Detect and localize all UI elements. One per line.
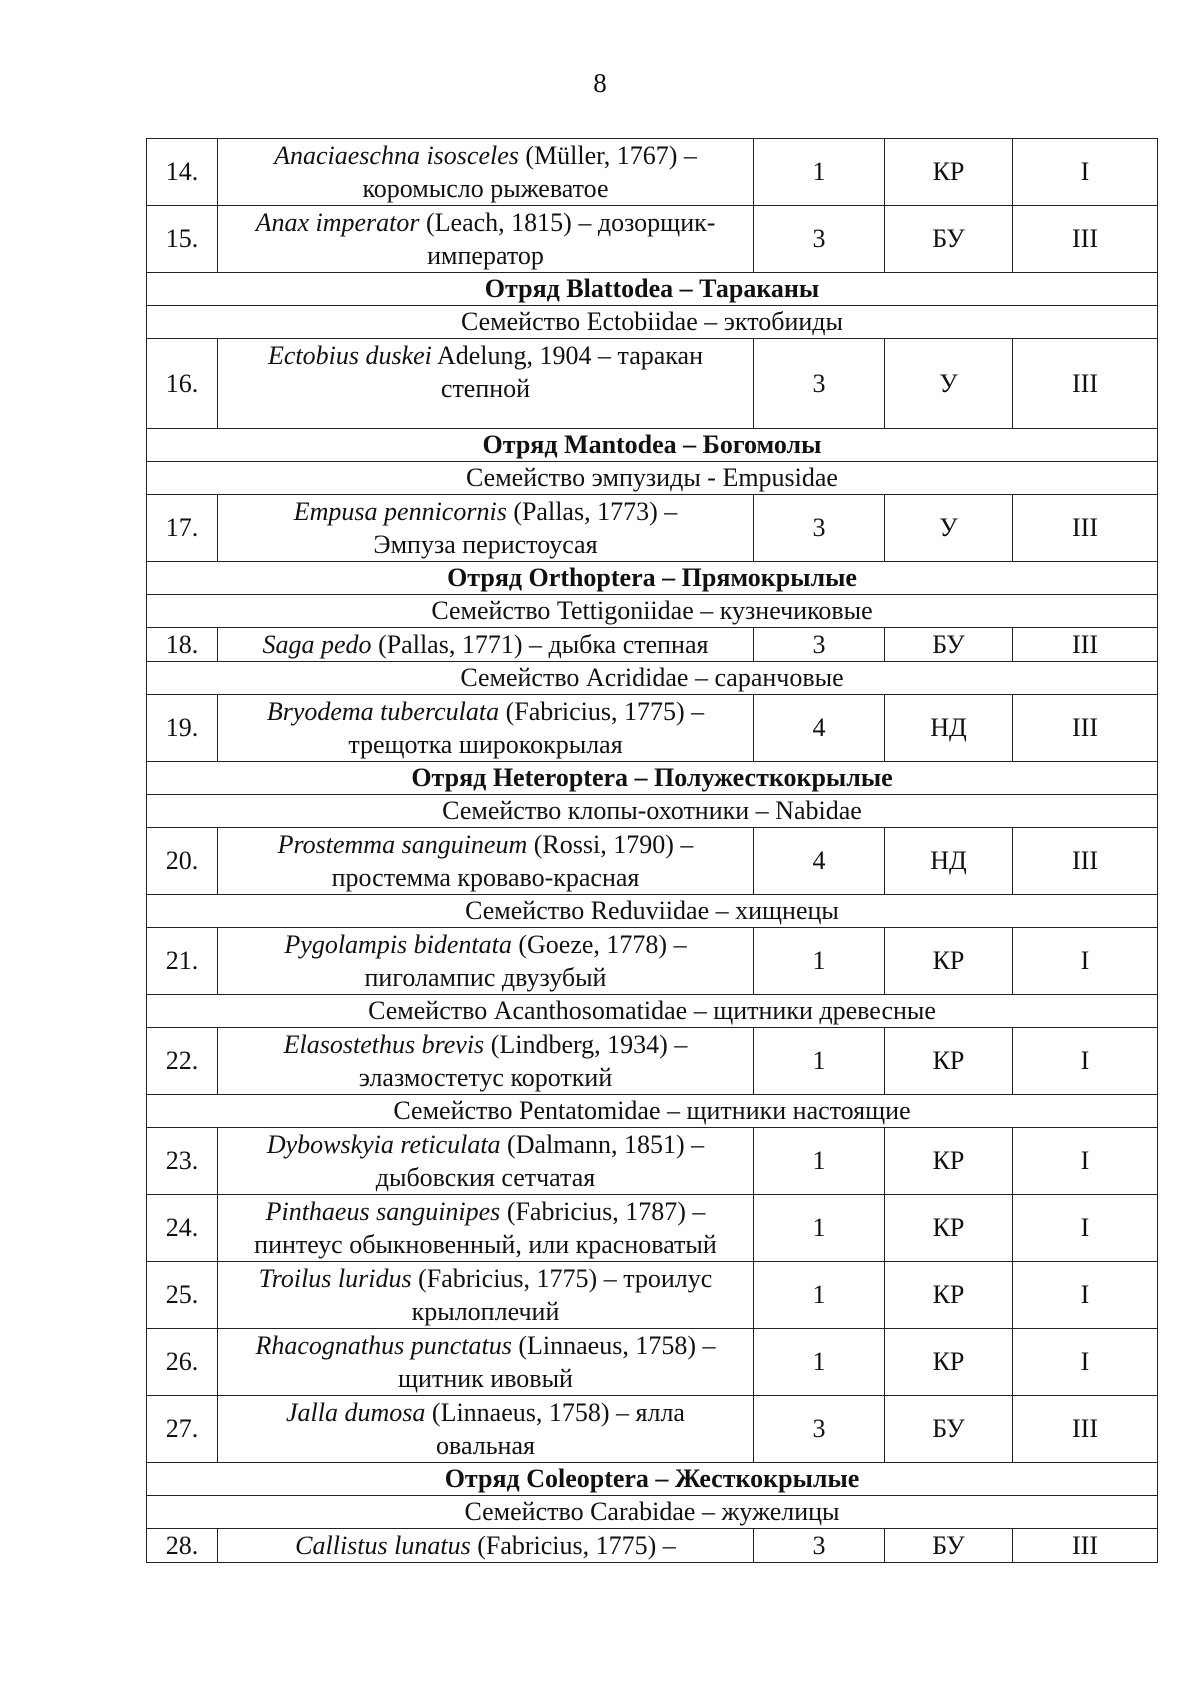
latin-name: Anax imperator: [255, 208, 420, 237]
order-title: Отряд Orthoptera – Прямокрылые: [147, 562, 1158, 595]
family-header-row: [147, 306, 1158, 339]
species-name-cell: [218, 1529, 754, 1563]
rarity-category: 3: [754, 206, 885, 273]
table-row: [147, 1262, 1158, 1329]
row-number: 15.: [147, 206, 218, 273]
row-number: 19.: [147, 695, 218, 762]
table-row: [147, 1028, 1158, 1095]
common-name: крылоплечий: [411, 1297, 560, 1326]
priority-level: III: [1013, 339, 1158, 429]
latin-name: Dybowskyia reticulata: [266, 1130, 501, 1159]
order-title: Отряд Heteroptera – Полужесткокрылые: [147, 762, 1158, 795]
table-row: [147, 1396, 1158, 1463]
order-header-row: [147, 1463, 1158, 1496]
status-code: КР: [885, 1128, 1013, 1195]
family-title: Семейство Reduviidae – хищнецы: [147, 895, 1158, 928]
row-number: 27.: [147, 1396, 218, 1463]
common-name: щитник ивовый: [398, 1364, 573, 1393]
species-name-cell: [218, 495, 754, 562]
species-name-cell: [218, 695, 754, 762]
priority-level: I: [1013, 928, 1158, 995]
family-header-row: [147, 895, 1158, 928]
latin-name: Pygolampis bidentata: [284, 930, 512, 959]
rarity-category: 1: [754, 1329, 885, 1396]
priority-level: I: [1013, 1195, 1158, 1262]
rarity-category: 3: [754, 339, 885, 429]
rarity-category: 1: [754, 1262, 885, 1329]
species-table-body: [147, 139, 1158, 1563]
species-name-cell: [218, 928, 754, 995]
family-title: Семейство Tettigoniidae – кузнечиковые: [147, 595, 1158, 628]
common-name: элазмостетус короткий: [358, 1063, 613, 1092]
status-code: У: [885, 339, 1013, 429]
row-number: 17.: [147, 495, 218, 562]
author-year: Adelung, 1904 – таракан: [431, 341, 703, 370]
priority-level: III: [1013, 1396, 1158, 1463]
row-number: 14.: [147, 139, 218, 206]
author-year: (Pallas, 1773) –: [506, 497, 678, 526]
order-header-row: [147, 562, 1158, 595]
table-row: [147, 1329, 1158, 1396]
status-code: КР: [885, 139, 1013, 206]
order-title: Отряд Blattodea – Тараканы: [147, 273, 1158, 306]
family-header-row: [147, 662, 1158, 695]
status-code: У: [885, 495, 1013, 562]
family-title: Семейство эмпузиды - Empusidae: [147, 462, 1158, 495]
common-name: степной: [440, 374, 531, 403]
priority-level: III: [1013, 828, 1158, 895]
priority-level: I: [1013, 1329, 1158, 1396]
rarity-category: 3: [754, 1396, 885, 1463]
latin-name: Elasostethus brevis: [283, 1030, 485, 1059]
species-name-cell: [218, 1028, 754, 1095]
rarity-category: 3: [754, 495, 885, 562]
family-title: Семейство Carabidae – жужелицы: [147, 1496, 1158, 1529]
common-name: пиголампис двузубый: [364, 963, 607, 992]
author-year: (Goeze, 1778) –: [511, 930, 687, 959]
row-number: 16.: [147, 339, 218, 429]
status-code: КР: [885, 1262, 1013, 1329]
priority-level: III: [1013, 206, 1158, 273]
row-number: 20.: [147, 828, 218, 895]
order-header-row: [147, 429, 1158, 462]
rarity-category: 1: [754, 139, 885, 206]
table-row: [147, 339, 1158, 429]
family-title: Семейство клопы-охотники – Nabidae: [147, 795, 1158, 828]
priority-level: III: [1013, 495, 1158, 562]
common-name: овальная: [436, 1431, 535, 1460]
common-name: пинтеус обыкновенный, или красноватый: [254, 1230, 717, 1259]
latin-name: Bryodema tuberculata: [266, 697, 500, 726]
table-row: [147, 495, 1158, 562]
rarity-category: 1: [754, 1128, 885, 1195]
species-name-cell: [218, 1262, 754, 1329]
rarity-category: 1: [754, 1028, 885, 1095]
species-name-cell: [218, 1329, 754, 1396]
status-code: КР: [885, 1028, 1013, 1095]
common-name: Эмпуза перистоусая: [373, 530, 598, 559]
author-year: (Fabricius, 1775) –: [470, 1531, 676, 1560]
row-number: 25.: [147, 1262, 218, 1329]
priority-level: III: [1013, 628, 1158, 662]
row-number: 22.: [147, 1028, 218, 1095]
author-year: (Lindberg, 1934) –: [484, 1030, 688, 1059]
author-year: (Fabricius, 1775) – троилус: [411, 1264, 713, 1293]
table-row: [147, 695, 1158, 762]
latin-name: Rhacognathus punctatus: [255, 1331, 512, 1360]
species-name-cell: [218, 206, 754, 273]
family-header-row: [147, 795, 1158, 828]
latin-name: Callistus lunatus: [295, 1531, 471, 1560]
row-number: 26.: [147, 1329, 218, 1396]
author-year: (Fabricius, 1787) –: [500, 1197, 706, 1226]
species-name-cell: [218, 1128, 754, 1195]
latin-name: Pinthaeus sanguinipes: [265, 1197, 501, 1226]
status-code: КР: [885, 928, 1013, 995]
latin-name: Prostemma sanguineum: [277, 830, 528, 859]
priority-level: III: [1013, 695, 1158, 762]
table-row: [147, 928, 1158, 995]
common-name: коромысло рыжеватое: [362, 174, 609, 203]
order-header-row: [147, 273, 1158, 306]
author-year: (Müller, 1767) –: [518, 141, 697, 170]
family-title: Семейство Acrididae – саранчовые: [147, 662, 1158, 695]
species-name-cell: [218, 339, 754, 429]
rarity-category: 4: [754, 828, 885, 895]
family-header-row: [147, 1496, 1158, 1529]
status-code: БУ: [885, 1396, 1013, 1463]
author-year: (Leach, 1815) – дозорщик-: [419, 208, 716, 237]
priority-level: III: [1013, 1529, 1158, 1563]
order-header-row: [147, 762, 1158, 795]
species-name-cell: [218, 139, 754, 206]
order-title: Отряд Coleoptera – Жесткокрылые: [147, 1463, 1158, 1496]
table-row: [147, 828, 1158, 895]
family-title: Семейство Acanthosomatidae – щитники древесные: [147, 995, 1158, 1028]
species-table: [146, 138, 1158, 1563]
priority-level: I: [1013, 1262, 1158, 1329]
family-title: Семейство Pentatomidae – щитники настоящие: [147, 1095, 1158, 1128]
table-row: [147, 206, 1158, 273]
status-code: БУ: [885, 628, 1013, 662]
author-year: (Pallas, 1771) – дыбка степная: [371, 630, 709, 659]
priority-level: I: [1013, 139, 1158, 206]
priority-level: I: [1013, 1028, 1158, 1095]
rarity-category: 1: [754, 928, 885, 995]
family-header-row: [147, 1095, 1158, 1128]
latin-name: Empusa pennicornis: [293, 497, 507, 526]
status-code: НД: [885, 828, 1013, 895]
family-header-row: [147, 595, 1158, 628]
page-number: 8: [593, 68, 607, 98]
rarity-category: 3: [754, 1529, 885, 1563]
latin-name: Saga pedo: [262, 630, 372, 659]
rarity-category: 4: [754, 695, 885, 762]
common-name: император: [427, 241, 544, 270]
species-name-cell: [218, 828, 754, 895]
row-number: 28.: [147, 1529, 218, 1563]
family-header-row: [147, 995, 1158, 1028]
status-code: КР: [885, 1329, 1013, 1396]
row-number: 24.: [147, 1195, 218, 1262]
author-year: (Linnaeus, 1758) –: [511, 1331, 716, 1360]
species-name-cell: [218, 1195, 754, 1262]
latin-name: Troilus luridus: [258, 1264, 412, 1293]
latin-name: Jalla dumosa: [286, 1398, 426, 1427]
priority-level: I: [1013, 1128, 1158, 1195]
family-header-row: [147, 462, 1158, 495]
table-row: [147, 1195, 1158, 1262]
common-name: трещотка ширококрылая: [348, 730, 623, 759]
author-year: (Rossi, 1790) –: [527, 830, 694, 859]
author-year: (Dalmann, 1851) –: [500, 1130, 705, 1159]
species-name-cell: [218, 628, 754, 662]
row-number: 23.: [147, 1128, 218, 1195]
order-title: Отряд Mantodea – Богомолы: [147, 429, 1158, 462]
author-year: (Linnaeus, 1758) – ялла: [425, 1398, 685, 1427]
status-code: БУ: [885, 1529, 1013, 1563]
table-row: [147, 1529, 1158, 1563]
row-number: 21.: [147, 928, 218, 995]
table-row: [147, 1128, 1158, 1195]
status-code: БУ: [885, 206, 1013, 273]
common-name: простемма кроваво-красная: [331, 863, 640, 892]
latin-name: Ectobius duskei: [268, 341, 432, 370]
rarity-category: 1: [754, 1195, 885, 1262]
author-year: (Fabricius, 1775) –: [499, 697, 705, 726]
row-number: 18.: [147, 628, 218, 662]
status-code: КР: [885, 1195, 1013, 1262]
species-name-cell: [218, 1396, 754, 1463]
status-code: НД: [885, 695, 1013, 762]
common-name: дыбовския сетчатая: [375, 1163, 596, 1192]
latin-name: Anaciaeschna isosceles: [274, 141, 519, 170]
table-row: [147, 628, 1158, 662]
family-title: Семейство Ectobiidae – эктобииды: [147, 306, 1158, 339]
rarity-category: 3: [754, 628, 885, 662]
table-row: [147, 139, 1158, 206]
